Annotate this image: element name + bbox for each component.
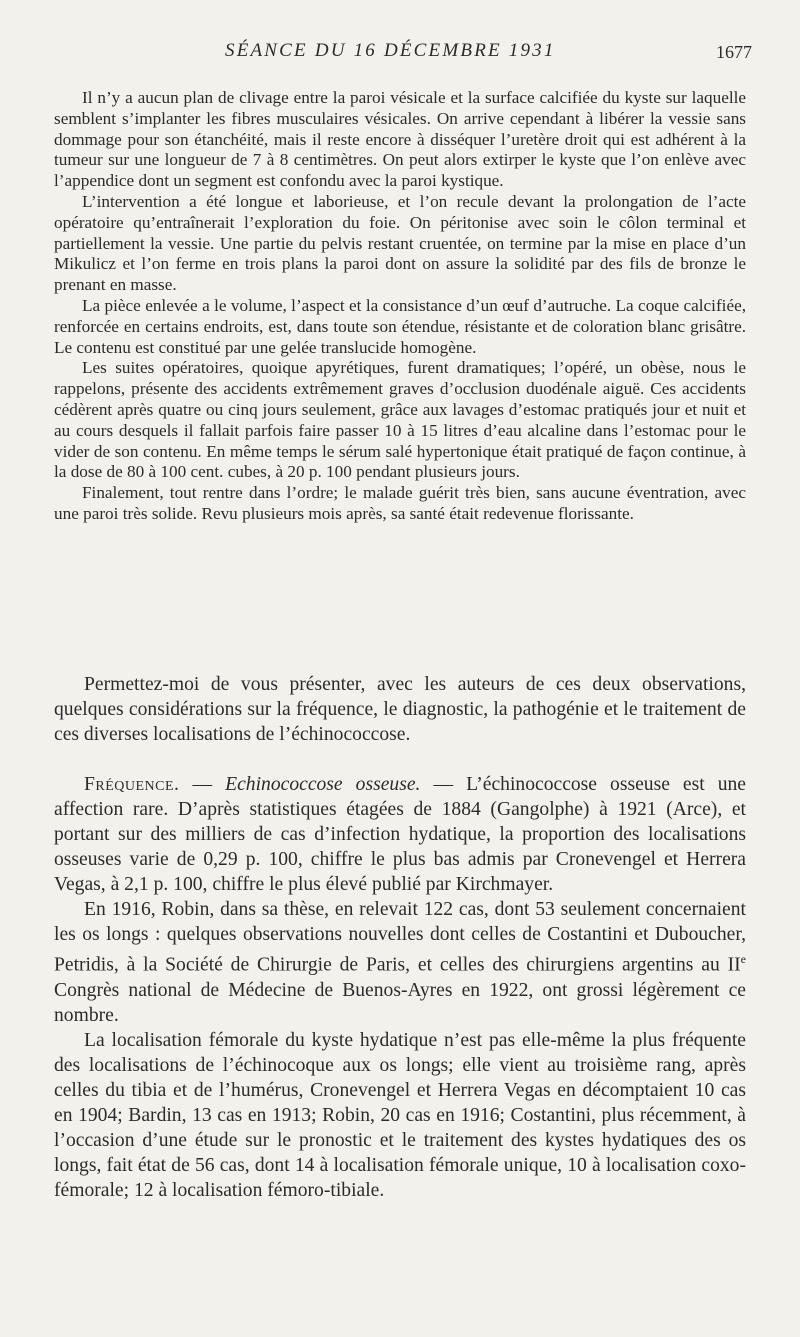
- case-paragraph-5: Finalement, tout rentre dans l’ordre; le malade guérit très bien, sans aucune éventration, avec une paroi très solide. Revu plusieurs mois après, sa santé était redevenue florissante.: [54, 483, 746, 523]
- page-header: [0, 40, 800, 68]
- frequency-paragraph-1: [54, 772, 746, 897]
- case-paragraph-4: Les suites opératoires, quoique apyrétiques, furent dramatiques; l’opéré, un obèse, nous le rappelons, présente des accidents extrêmement graves d’occlusion duodénale aiguë. Ces accidents cédèrent après quatre ou cinq jours seulement, grâce aux lavages d’estomac pratiqués jour et nuit et au cours desquels il fallait parfois faire passer 10 à 15 litres d’eau alcaline dans l’estomac pour le vider de son contenu. En même temps le sérum salé hypertonique était pratiqué de façon continue, à la dose de 80 à 100 cent. cubes, à 20 p. 100 pendant plusieurs jours.: [54, 358, 746, 482]
- frequency-text-2a: En 1916, Robin, dans sa thèse, en relevait 122 cas, dont 53 seulement concernaient les os longs : quelques observations nouvelles dont celles de Costantini et Duboucher, Petridis, à la Société de Chirurgie de Paris, et celles des chirurgiens argentins au II: [54, 899, 746, 976]
- frequency-text-2b: Congrès national de Médecine de Buenos-Ayres en 1922, ont grossi légèrement ce nombre.: [54, 979, 746, 1026]
- frequency-paragraph-3: La localisation fémorale du kyste hydatique n’est pas elle-même la plus fréquente des localisations de l’échinocoque aux os longs; elle vient au troisième rang, après celles du tibia et de l’humérus, Cronevengel et Herrera Vegas en décomptaient 10 cas en 1904; Bardin, 13 cas en 1913; Robin, 20 cas en 1916; Costantini, plus récemment, à l’occasion d’une étude sur le pronostic et le traitement des kystes hydatiques des os longs, fait état de 56 cas, dont 14 à localisation fémorale unique, 10 à localisation coxo-fémorale; 12 à localisation fémoro-tibiale.: [54, 1029, 746, 1201]
- heading-dash-2: —: [420, 774, 467, 795]
- frequency-text-1: L’échinococcose osseuse est une affection rare. D’après statistiques étagées de 1884 (Gangolphe) à 1921 (Arce), et portant sur des milliers de cas d’infection hydatique, la proportion des localisations osseuses varie de 0,29 p. 100, chiffre le plus bas admis par Cronevengel et Herrera Vegas, à 2,1 p. 100, chiffre le plus élevé publié par Kirchmayer.: [54, 774, 747, 895]
- case-report-block: [54, 88, 746, 525]
- intro-block: [54, 672, 746, 747]
- heading-dash-1: —: [179, 774, 226, 795]
- frequency-paragraph-2: [54, 897, 746, 1028]
- running-title: SÉANCE DU 16 DÉCEMBRE 1931: [225, 40, 556, 61]
- section-subheading: Echinococcose osseuse.: [225, 774, 421, 795]
- case-paragraph-1: Il n’y a aucun plan de clivage entre la paroi vésicale et la surface calcifiée du kyste sur laquelle semblent s’implanter les fibres musculaires vésicales. On arrive cependant à libérer la vessie sans dommage pour son étanchéité, mais il reste encore à disséquer l’uretère droit qui est adhérent à la tumeur sur une longueur de 7 à 8 centimètres. On peut alors extirper le kyste que l’on enlève avec l’appendice dont un segment est confondu avec la paroi kystique.: [54, 88, 746, 191]
- frequency-section: [54, 772, 746, 1203]
- case-paragraph-2: L’intervention a été longue et laborieuse, et l’on recule devant la prolongation de l’acte opératoire qu’entraînerait l’exploration du foie. On péritonise avec soin le côlon terminal et partiellement la vessie. Une partie du pelvis restant cruentée, on termine par la mise en place d’un Mikulicz et l’on ferme en trois plans la paroi dont on assure la solidité par des fils de bronze le prenant en masse.: [54, 191, 746, 295]
- section-heading: Fréquence.: [84, 774, 180, 795]
- ordinal-superscript: e: [740, 952, 746, 966]
- intro-paragraph: Permettez-moi de vous présenter, avec les auteurs de ces deux observations, quelques considérations sur la fréquence, le diagnostic, la pathogénie et le traitement de ces diverses localisations de l’échinococcose.: [54, 674, 746, 745]
- page-number: 1677: [716, 42, 752, 62]
- case-paragraph-3: La pièce enlevée a le volume, l’aspect et la consistance d’un œuf d’autruche. La coque calcifiée, renforcée en certains endroits, est, dans toute son étendue, résistante et de coloration blanc grisâtre. Le contenu est constitué par une gelée translucide homogène.: [54, 295, 746, 357]
